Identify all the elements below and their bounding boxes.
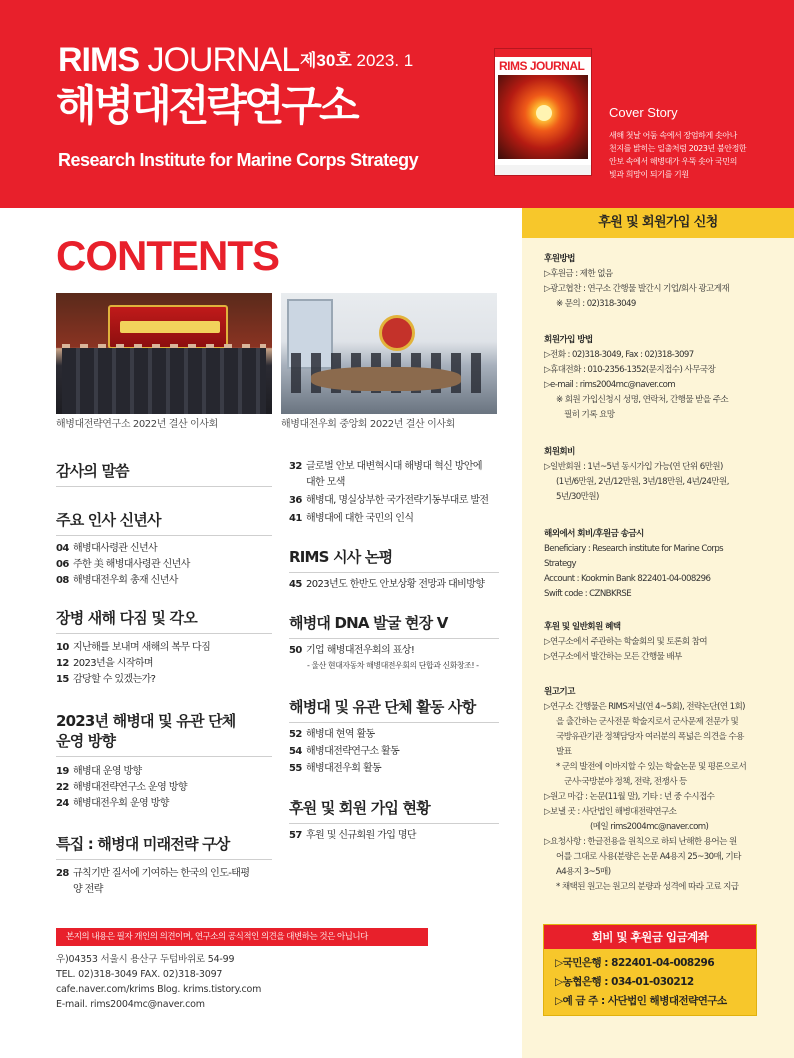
toc-item[interactable]: 32 글로벌 안보 대변혁시대 해병대 혁신 방안에 대한 모색 <box>289 461 482 488</box>
toc-item[interactable]: 57 후원 및 신규회원 가입 명단 <box>289 830 416 841</box>
toc-section-activities: 해병대 및 유관 단체 활동 사항 <box>289 697 499 723</box>
toc-item[interactable]: 50 기업 해병대전우회의 표상! <box>289 645 415 656</box>
institute-title-en: Research Institute for Marine Corps Strategy <box>58 150 419 170</box>
toc-section-resolution: 장병 새해 다짐 및 각오 <box>56 608 272 634</box>
email-line[interactable]: E-mail. rims2004mc@naver.com <box>56 999 205 1010</box>
photo-caption-2: 해병대전우회 중앙회 2022년 결산 이사회 <box>281 419 455 430</box>
cover-story-label: Cover Story <box>609 105 678 120</box>
toc-section-dna-field: 해병대 DNA 발굴 현장 V <box>289 613 499 639</box>
cover-story-line: 새해 첫날 어둠 속에서 장엄하게 솟아나 <box>609 131 737 140</box>
toc-item[interactable]: 55 해병대전우회 활동 <box>289 763 382 774</box>
toc-item[interactable]: 45 2023년도 한반도 안보상황 전망과 대비방향 <box>289 579 485 590</box>
attendee-group <box>62 348 266 414</box>
toc-item[interactable]: 52 해병대 현역 활동 <box>289 729 375 740</box>
member-benefit-block: 후원 및 일반회원 혜택 ▷연구소에서 주관하는 학술회의 및 토론회 참여 ▷연구소에서 발간하는 모든 간행물 배부 <box>544 622 707 662</box>
board-meeting-photo <box>56 293 272 414</box>
toc-item[interactable]: 28 규칙기반 질서에 기여하는 한국의 인도-태평 양 전략 <box>56 868 250 895</box>
masthead <box>0 0 794 208</box>
address-line: 우)04353 서울시 용산구 두텁바위로 54-99 <box>56 954 235 965</box>
toc-item[interactable]: 36 해병대, 명실상부한 국가전략기동부대로 발전 <box>289 495 489 506</box>
toc-item[interactable]: 04 해병대사령관 신년사 <box>56 543 158 554</box>
account-title: 회비 및 후원금 입금계좌 <box>544 925 756 949</box>
meeting-banner <box>108 305 228 349</box>
cover-story-line: 안보 속에서 해병대가 우뚝 솟아 국민의 <box>609 157 737 166</box>
emblem <box>379 315 415 351</box>
toc-item[interactable]: 19 해병대 운영 방향 <box>56 766 142 777</box>
cover-story-line: 천지를 밝히는 일출처럼 2023년 불안정한 <box>609 144 747 153</box>
conference-table <box>311 367 461 391</box>
overseas-remittance-block: 해외에서 회비/후원금 송금시 Beneficiary : Research institute for Marine Corps Strategy Account : Kookmin Bank 822401-04-008296 Swift code : CZNBKRSE <box>544 529 724 599</box>
toc-item[interactable]: 15 감당할 수 있겠는가? <box>56 674 156 685</box>
kookmin-account: ▷국민은행 : 822401-04-008296 <box>555 957 715 969</box>
manuscript-submission-block: 원고기고 ▷연구소 간행물은 RIMS저널(연 4~5회), 전략논단(연 1회) 을 출간하는 군사전문 학술지로서 군사문제 전문가 및 국방유관기관 정책담당자 여러분의 폭넓은 의견을 수용 발표 * 군의 발전에 이바지할 수 있는 학술논문 및 평론으로서 군사·국방분야 정책, 전략, 전쟁사 등 ▷원고 마감 : 논문(11월 말), 기타 : 년 중 수시접수 ▷보낼 곳 : 사단법인 해병대전략연구소 (메일 rims2004mc@naver.com) ▷요청사항 : 한글전용을 원칙으로 하되 난해한 용어는 원 어를 그대로 사용(분량은 논문 A4용지 25~30매, 기타 A4용지 3~5매) * 채택된 원고는 원고의 분량과 성격에 따라 고료 지급 <box>544 687 747 892</box>
toc-section-membership-status: 후원 및 회원 가입 현황 <box>289 798 499 824</box>
sun-graphic <box>536 105 552 121</box>
toc-item[interactable]: 10 지난해를 보내며 새해의 복무 다짐 <box>56 642 211 653</box>
nonghyup-account: ▷농협은행 : 034-01-030212 <box>555 976 694 988</box>
membership-fee-block: 회원회비 ▷일반회원 : 1년~5년 동시가입 가능(연 단위 6만원) (1년/6만원, 2년/12만원, 3년/18만원, 4년/24만원, 5년/30만원) <box>544 447 729 502</box>
cover-sunrise-image <box>498 75 588 159</box>
cover-thumbnail <box>494 48 592 176</box>
institute-title-ko: 해병대전략연구소 <box>56 81 357 130</box>
cover-story-line: 빛과 희망이 되기를 기원 <box>609 170 689 179</box>
toc-section-operation-direction: 2023년 해병대 및 유관 단체 운영 방향 <box>56 711 272 757</box>
journal-brand <box>58 40 299 80</box>
toc-item-subtitle: - 울산 현대자동차 해병대전우회의 단합과 신화창조! - <box>307 661 479 670</box>
toc-section-thanks: 감사의 말씀 <box>56 461 272 487</box>
account-holder: ▷예 금 주 : 사단법인 해병대전략연구소 <box>555 995 727 1007</box>
toc-item[interactable]: 24 해병대전우회 운영 방향 <box>56 798 169 809</box>
toc-section-newyear-address: 주요 인사 신년사 <box>56 510 272 536</box>
veterans-meeting-photo <box>281 293 497 414</box>
issue-date: 2023. 1 <box>356 51 414 70</box>
join-method-block: 회원가입 방법 ▷전화 : 02)318-3049, Fax : 02)318-3097 ▷휴대전화 : 010-2356-1352(문지접수) 사무국장 ▷e-mail : rims2004mc@naver.com ※ 회원 가입신청시 성명, 연락처, 간행물 받을 주소 필히 기록 요망 <box>544 335 729 420</box>
brand-rims: RIMS <box>58 41 139 79</box>
toc-item[interactable]: 54 해병대전략연구소 활동 <box>289 746 400 757</box>
cover-journal-title: RIMS JOURNAL <box>499 59 585 73</box>
issue-number: 제30호 <box>300 51 352 70</box>
toc-section-special-feature: 특집 : 해병대 미래전략 구상 <box>56 834 272 860</box>
sidebar-title: 후원 및 회원가입 신청 <box>522 208 794 238</box>
sponsor-method-block: 후원방법 ▷후원금 : 제한 없음 ▷광고협찬 : 연구소 간행물 발간시 기업/회사 광고게재 ※ 문의 : 02)318-3049 <box>544 254 730 309</box>
contact-info <box>56 952 261 1012</box>
cover-bottom-strip <box>495 165 591 175</box>
web-line[interactable]: cafe.naver.com/krims Blog. krims.tistory.com <box>56 984 262 995</box>
brand-journal: JOURNAL <box>147 41 300 79</box>
toc-item[interactable]: 06 주한 美 해병대사령관 신년사 <box>56 559 190 570</box>
cover-top-strip <box>495 49 591 57</box>
cover-story-text <box>609 129 779 181</box>
contents-title: CONTENTS <box>56 232 279 279</box>
deposit-account-box <box>543 924 757 1016</box>
disclaimer-banner: 본지의 내용은 필자 개인의 의견이며, 연구소의 공식적인 의견을 대변하는 것은 아닙니다 <box>56 928 428 946</box>
toc-section-rims-commentary: RIMS 시사 논평 <box>289 547 499 573</box>
phone-line: TEL. 02)318-3049 FAX. 02)318-3097 <box>56 969 223 980</box>
issue-info <box>300 50 413 72</box>
toc-item[interactable]: 12 2023년을 시작하며 <box>56 658 153 669</box>
toc-item[interactable]: 08 해병대전우회 총재 신년사 <box>56 575 178 586</box>
photo-caption-1: 해병대전략연구소 2022년 결산 이사회 <box>56 419 218 430</box>
toc-item[interactable]: 22 해병대전략연구소 운영 방향 <box>56 782 187 793</box>
toc-item[interactable]: 41 해병대에 대한 국민의 인식 <box>289 513 414 524</box>
